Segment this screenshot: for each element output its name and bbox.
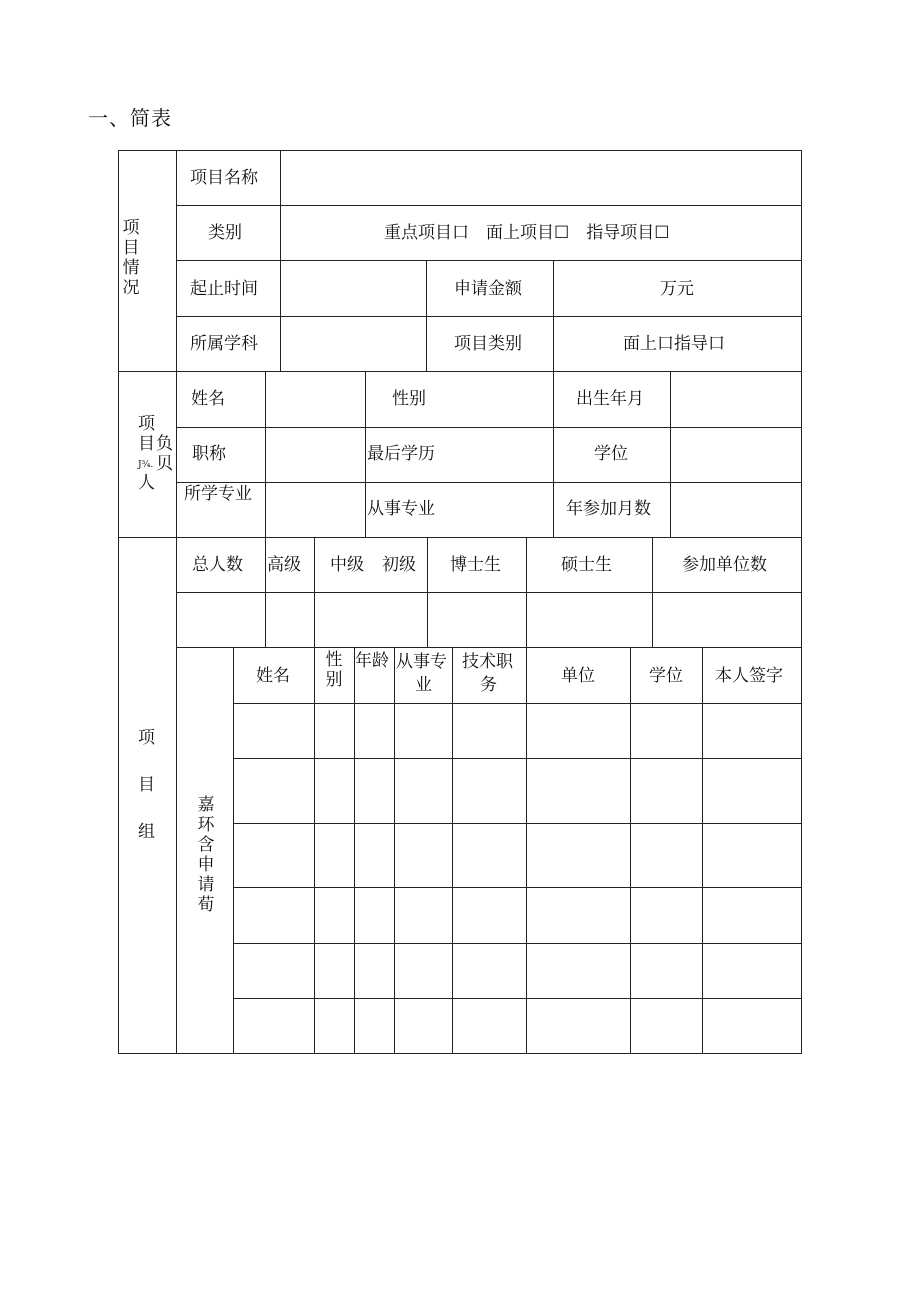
leader-degree-label: 学位 — [594, 444, 628, 464]
team-group-label-3: 组 — [138, 822, 155, 842]
leader-field-label: 从事专业 — [367, 499, 435, 519]
leader-group-label-2: 目 — [138, 434, 155, 454]
leader-birth-label: 出生年月 — [576, 389, 644, 409]
junior-label: 初级 — [382, 555, 416, 575]
project-type-label: 项目类别 — [454, 334, 522, 354]
summary-form-table — [118, 150, 802, 1054]
member-col-title-1: 技术职 — [462, 652, 513, 672]
team-group-label-1: 项 — [138, 728, 155, 748]
leader-title-label: 职称 — [192, 444, 226, 464]
period-label: 起止时间 — [190, 279, 258, 299]
leader-major-label: 所学专业 — [184, 484, 252, 504]
leader-group-label-5: J¾. — [138, 460, 154, 470]
project-info-group-label: 项目情况 — [122, 218, 140, 298]
phd-label: 博士生 — [450, 555, 501, 575]
leader-gender-label: 性别 — [392, 389, 426, 409]
member-group-label: 嘉环含申请荀 — [197, 795, 215, 915]
leader-education-label: 最后学历 — [367, 444, 435, 464]
member-col-title-2: 务 — [480, 675, 497, 695]
team-group-label-2: 目 — [138, 775, 155, 795]
category-options[interactable]: 重点项目口 面上项目☐ 指导项目☐ — [384, 223, 670, 243]
member-col-field-2: 业 — [415, 675, 432, 695]
member-col-age: 年龄 — [355, 651, 389, 671]
middle-label: 中级 — [330, 555, 364, 575]
member-col-degree: 学位 — [649, 666, 683, 686]
leader-group-label-3: 负 — [156, 434, 173, 454]
leader-group-label-4: 贝 — [156, 454, 173, 474]
category-label: 类别 — [208, 223, 242, 243]
project-type-options[interactable]: 面上口指导口 — [623, 334, 725, 354]
leader-group-label-1: 项 — [138, 414, 155, 434]
leader-months-label: 年参加月数 — [566, 499, 651, 519]
senior-label: 高级 — [267, 555, 301, 575]
total-count-label: 总人数 — [192, 555, 243, 575]
master-label: 硕士生 — [561, 555, 612, 575]
member-col-gender: 性别 — [325, 650, 343, 690]
member-col-signature: 本人签字 — [715, 666, 783, 686]
discipline-label: 所属学科 — [190, 334, 258, 354]
units-count-label: 参加单位数 — [682, 555, 767, 575]
page-heading: 一、简表 — [88, 106, 172, 130]
project-name-label: 项目名称 — [190, 168, 258, 188]
member-col-field-1: 从事专 — [396, 652, 447, 672]
member-col-name: 姓名 — [256, 666, 290, 686]
leader-group-label-6: 人 — [138, 473, 155, 493]
leader-name-label: 姓名 — [191, 389, 225, 409]
amount-label: 申请金额 — [454, 279, 522, 299]
member-col-unit: 单位 — [561, 666, 595, 686]
amount-unit: 万元 — [660, 279, 694, 299]
